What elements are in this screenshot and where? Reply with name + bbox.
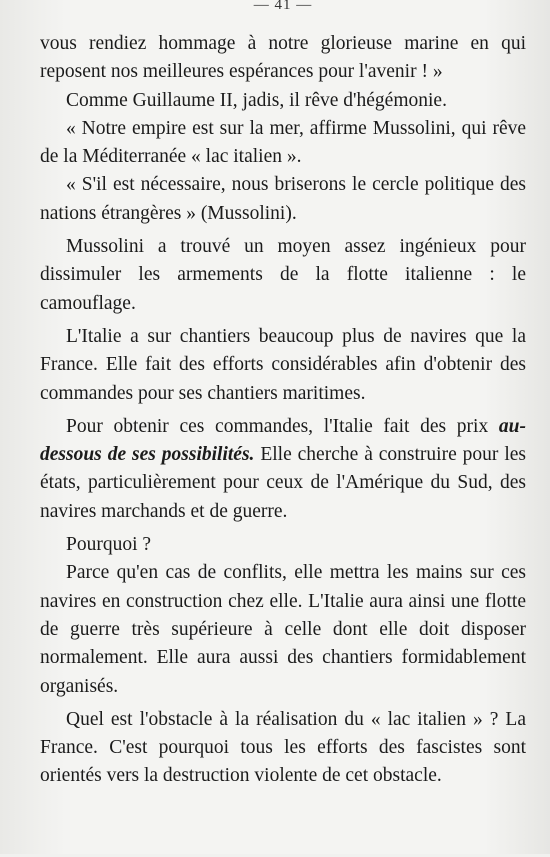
paragraph-p9 — [40, 559, 526, 700]
emphasized-text: au-dessous de ses possibilités. — [40, 415, 526, 466]
paragraph-p5 — [40, 233, 526, 318]
text-run: Pourquoi ? — [66, 534, 152, 556]
page-body-text — [40, 30, 526, 791]
text-run: vous rendiez hommage à notre glorieuse marine en qui reposent nos meilleures espérances pour l'avenir ! » — [40, 33, 526, 83]
paragraph-p7 — [40, 413, 526, 526]
text-run: Elle cherche à construire pour les états, particulièrement pour ceux de l'Amérique du Sud, des navires marchands et de guerre. — [40, 444, 526, 522]
text-run: « S'il est nécessaire, nous briserons le cercle politique des nations étrangères » (Mussolini). — [40, 174, 526, 224]
text-run: Quel est l'obstacle à la réalisation du « lac italien » ? La France. C'est pourquoi tous les efforts des fascistes sont orientés vers la destruction violente de cet obstacle. — [40, 708, 526, 787]
paragraph-p8 — [40, 531, 526, 559]
text-run: Pour obtenir ces commandes, l'Italie fait des prix — [66, 415, 499, 437]
text-run: Parce qu'en cas de conflits, elle mettra les mains sur ces navires en construction chez elle. L'Italie aura ainsi une flotte de guerre très supérieure à celle dont elle doit disposer normalement. Elle aura aussi des chantiers formidablement organisés. — [40, 562, 526, 697]
page-number: — 41 — — [253, 0, 313, 13]
paragraph-p6 — [40, 323, 526, 408]
text-run: Comme Guillaume II, jadis, il rêve d'hégémonie. — [66, 89, 447, 111]
paragraph-p3 — [40, 115, 526, 172]
text-run: Mussolini a trouvé un moyen assez ingénieux pour dissimuler les armements de la flotte italienne : le camouflage. — [40, 236, 526, 314]
paragraph-p2 — [40, 87, 526, 115]
paragraph-p10 — [40, 706, 526, 791]
text-run: L'Italie a sur chantiers beaucoup plus de navires que la France. Elle fait des efforts considérables afin d'obtenir des commandes pour ses chantiers maritimes. — [40, 325, 526, 404]
paragraph-p1 — [40, 30, 526, 87]
paragraph-p4 — [40, 171, 526, 228]
text-run: « Notre empire est sur la mer, affirme Mussolini, qui rêve de la Méditerranée « lac italien ». — [40, 117, 526, 168]
